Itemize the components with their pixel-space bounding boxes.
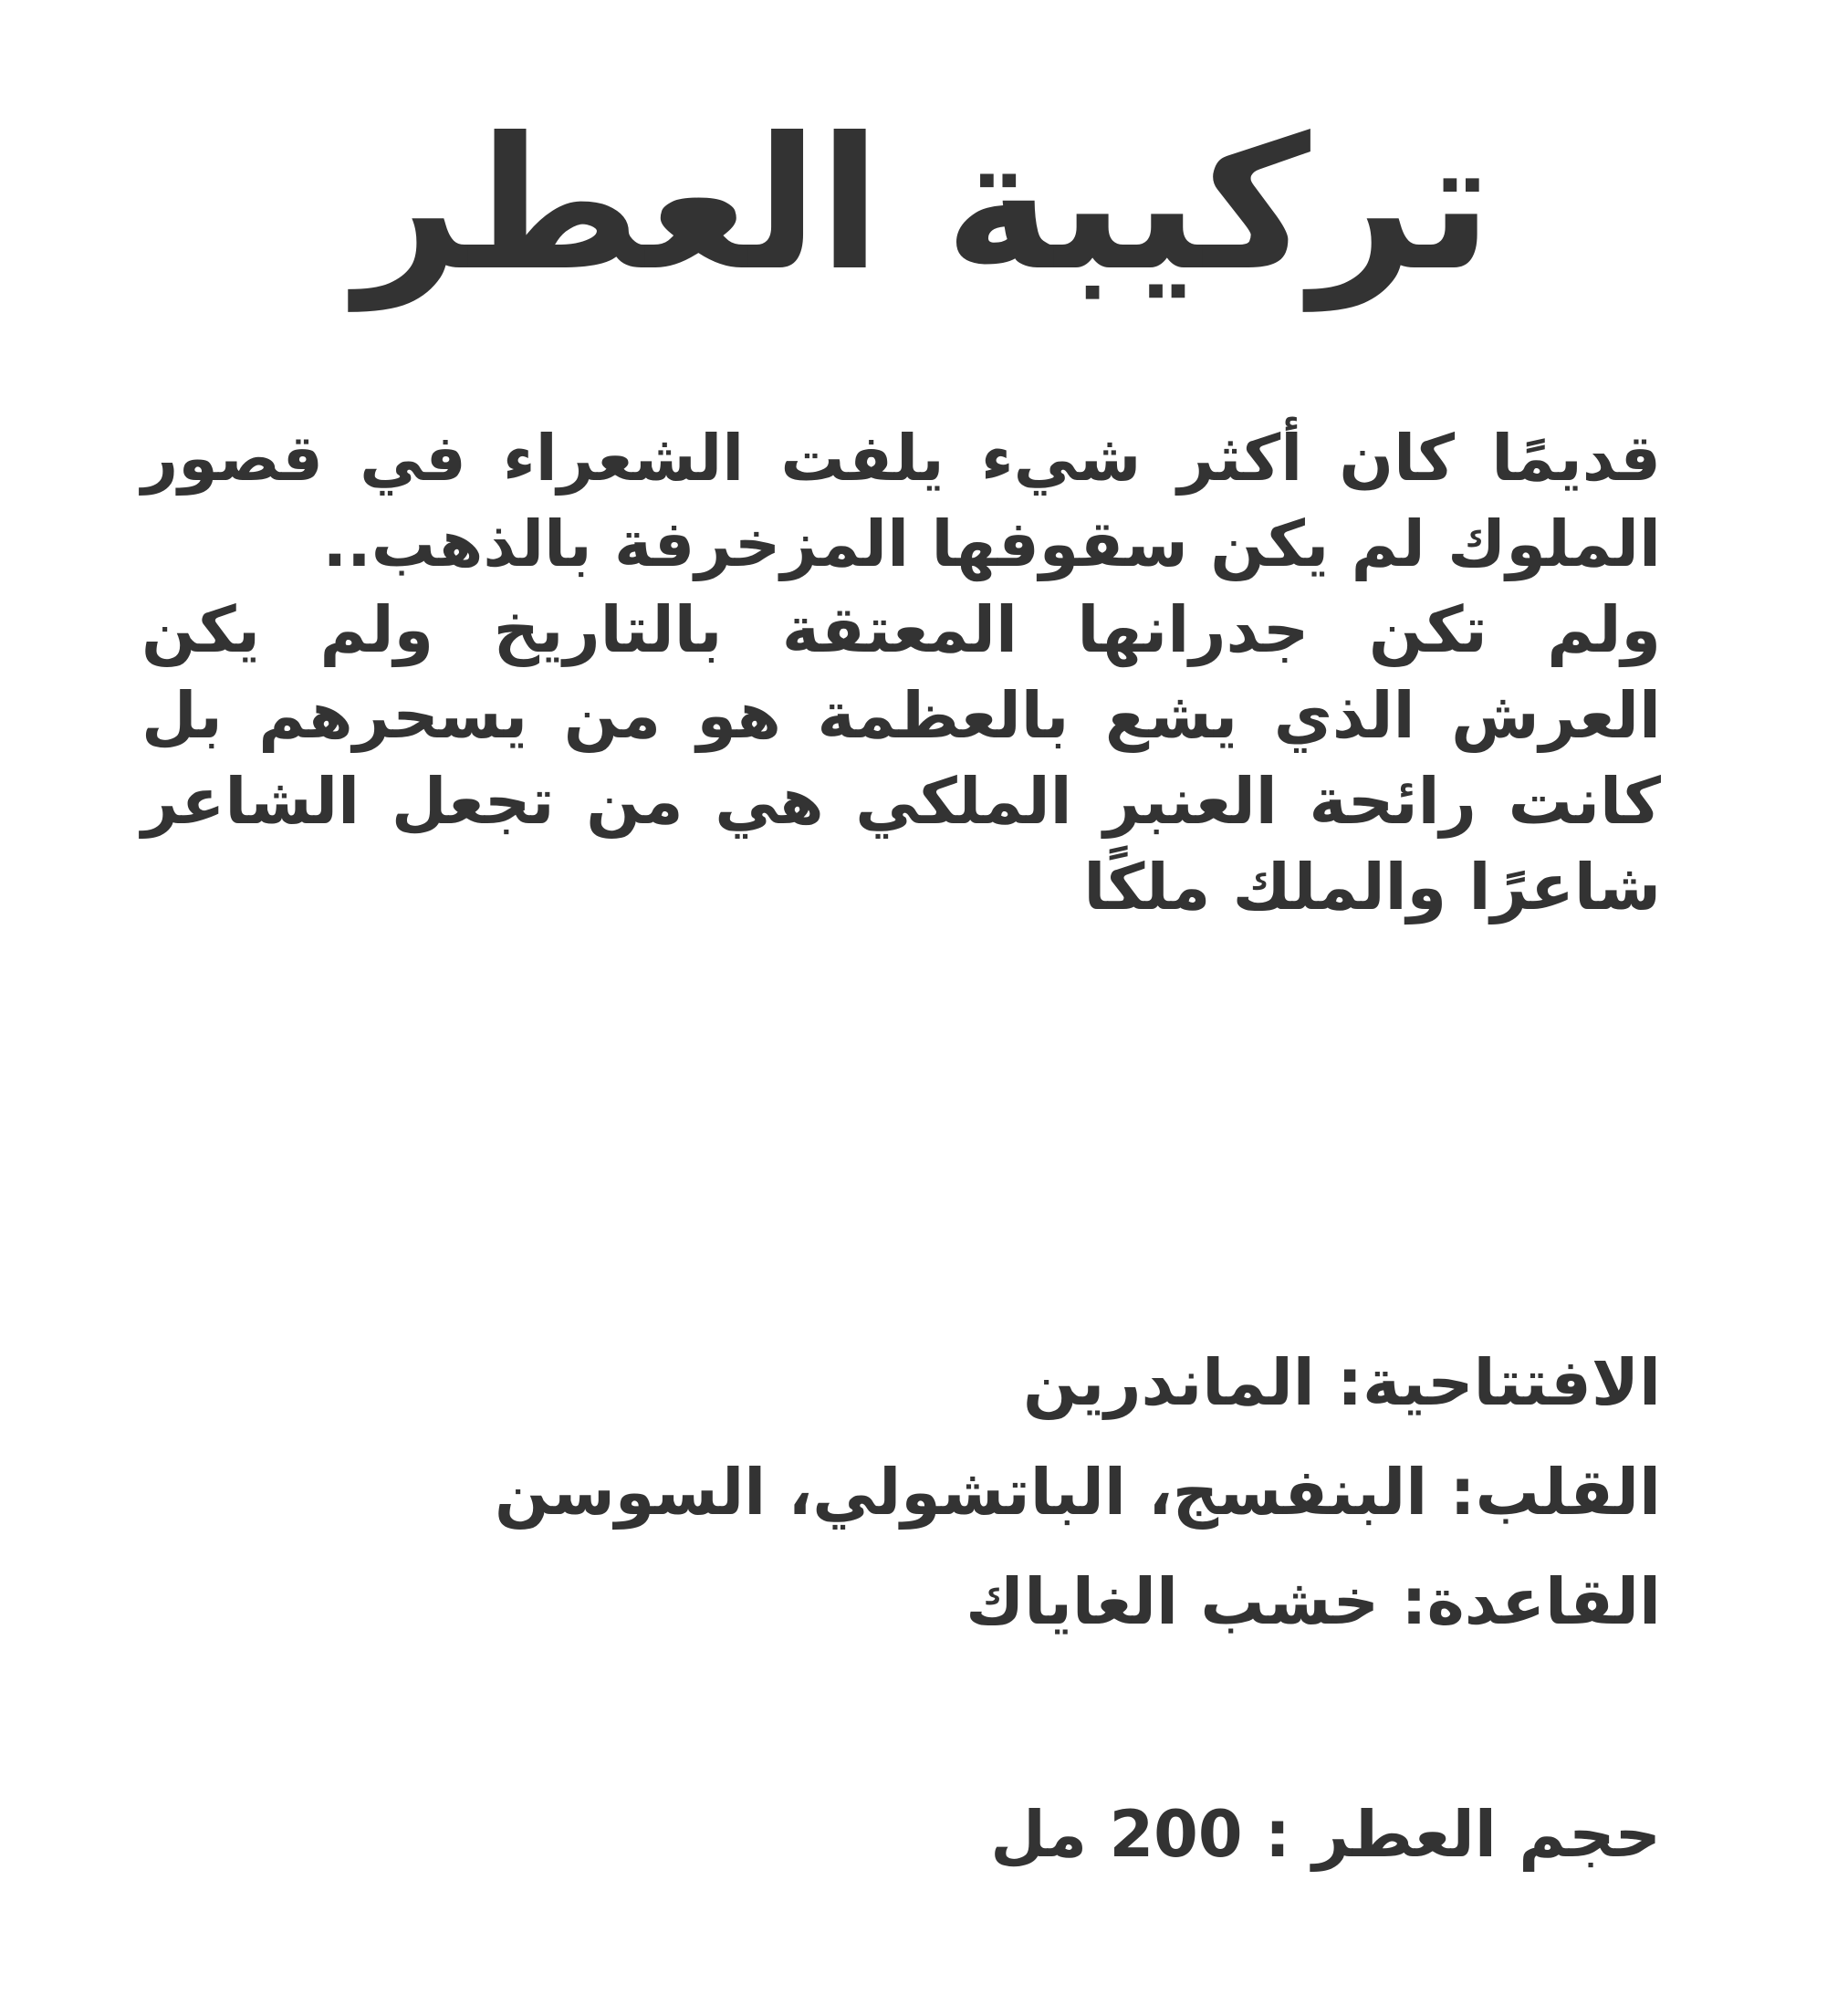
fragrance-notes-list (141, 1328, 1661, 1656)
intro-paragraph-2: ولم تكن جدرانها المعتقة بالتاريخ ولم يكن العرش الذي يشع بالعظمة هو من يسحرهم بل كانت رائحة العنبر الملكي هي من تجعل الشاعر شاعرًا والملك ملكًا (141, 592, 1661, 924)
heart-notes: القلب: البنفسج، الباتشولي، السوسن (495, 1455, 1661, 1530)
intro-text (141, 415, 1661, 930)
perfume-volume: حجم العطر : 200 مل (990, 1797, 1661, 1872)
top-notes: الافتتاحية: الماندرين (1022, 1345, 1661, 1420)
page-title: تركيبة العطر (355, 99, 1493, 311)
base-notes: القاعدة: خشب الغاياك (966, 1564, 1661, 1639)
intro-paragraph-1: قديمًا كان أكثر شيء يلفت الشعراء في قصور الملوك لم يكن سقوفها المزخرفة بالذهب.. (141, 421, 1661, 581)
